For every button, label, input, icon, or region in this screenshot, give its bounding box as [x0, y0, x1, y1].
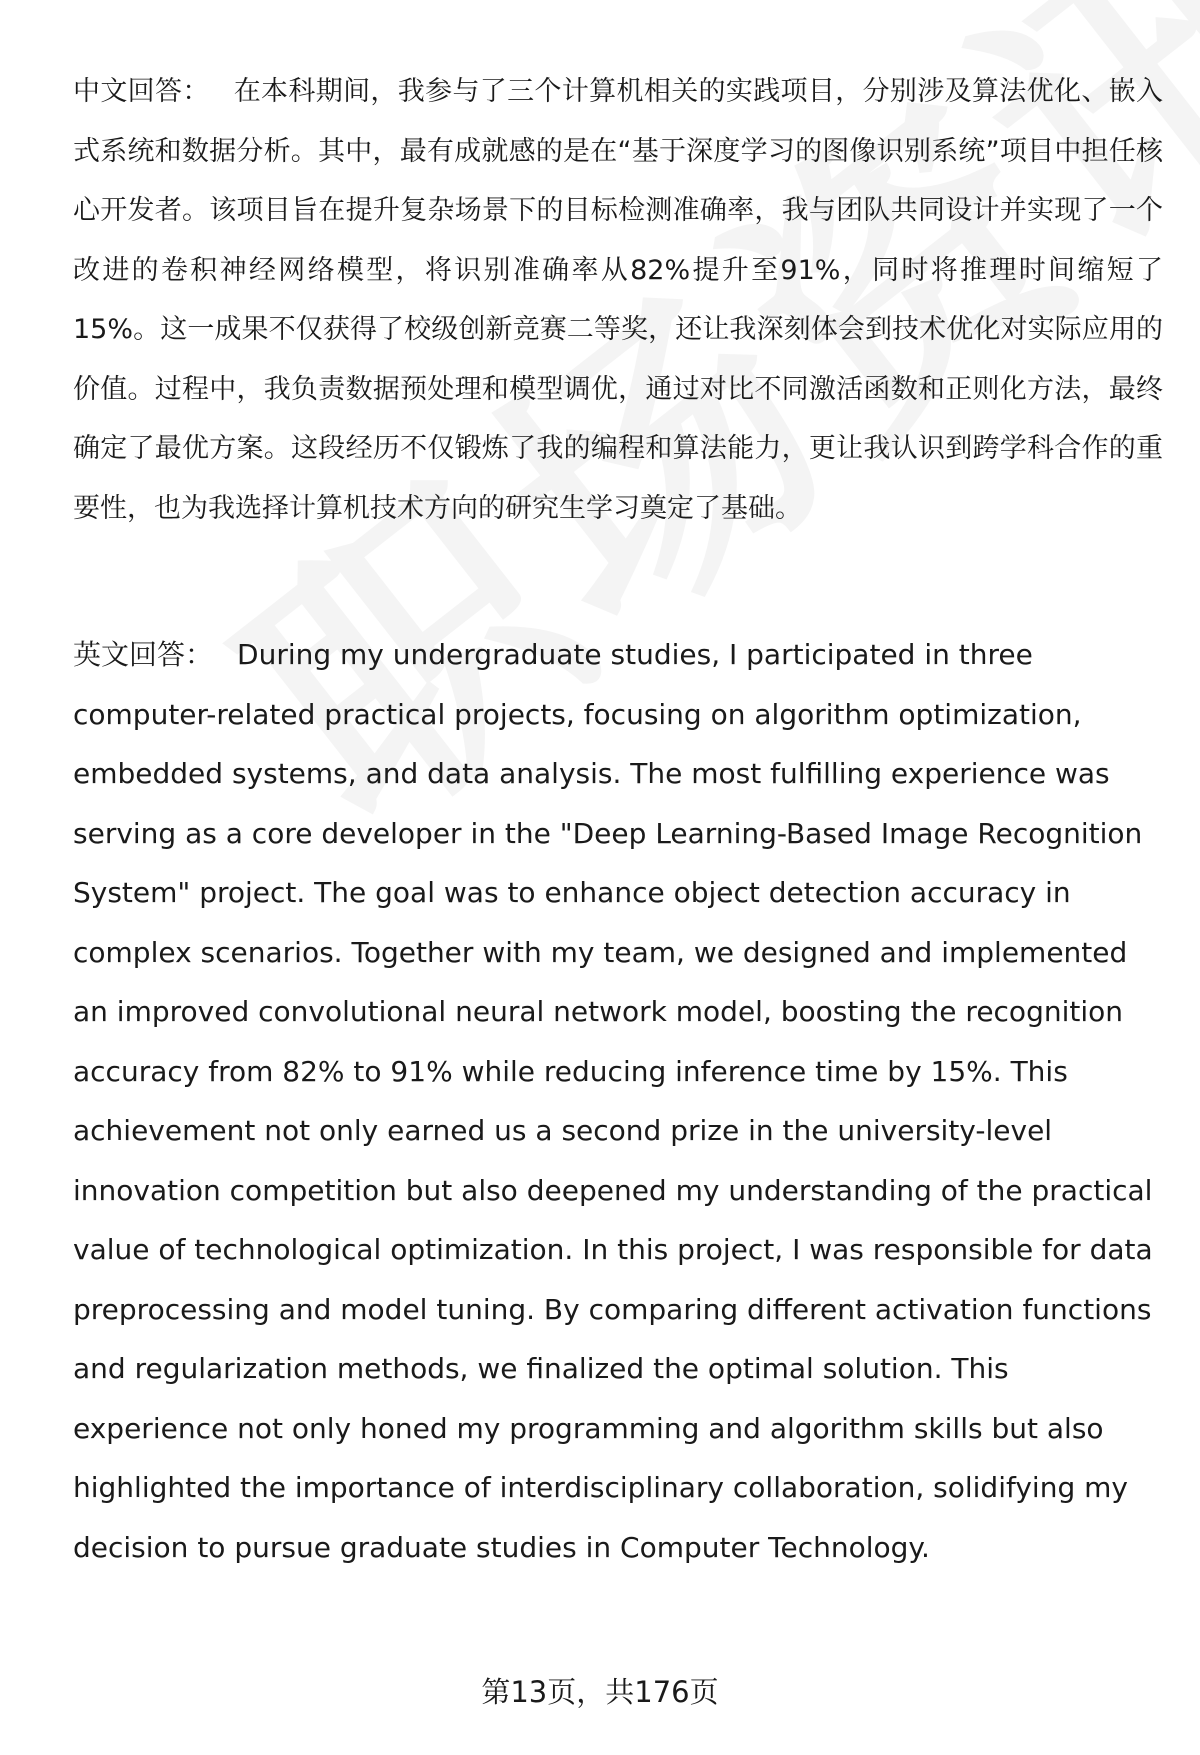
chinese-answer-label: 中文回答： [73, 76, 210, 107]
chinese-answer-paragraph [73, 62, 1163, 538]
english-answer-paragraph [73, 625, 1163, 1577]
english-answer-label: 英文回答： [73, 638, 214, 671]
page-number-footer: 第13页，共176页 [481, 1675, 719, 1709]
chinese-answer-text: 在本科期间，我参与了三个计算机相关的实践项目，分别涉及算法优化、嵌入式系统和数据分析。其中，最有成就感的是在“基于深度学习的图像识别系统”项目中担任核心开发者。该项目旨在提升复杂场景下的目标检测准确率，我与团队共同设计并实现了一个改进的卷积神经网络模型，将识别准确率从82%提升至91%，同时将推理时间缩短了15%。这一成果不仅获得了校级创新竞赛二等奖，还让我深刻体会到技术优化对实际应用的价值。过程中，我负责数据预处理和模型调优，通过对比不同激活函数和正则化方法，最终确定了最优方案。这段经历不仅锻炼了我的编程和算法能力，更让我认识到跨学科合作的重要性，也为我选择计算机技术方向的研究生学习奠定了基础。 [73, 76, 1164, 524]
english-answer-text: During my undergraduate studies, I participated in three computer-related practical projects, focusing on algorithm optimization, embedded systems, and data analysis. The most fulfilling experience was serving as a core developer in the "Deep Learning-Based Image Recognition System" project. The goal was to enhance object detection accuracy in complex scenarios. Together with my team, we designed and implemented an improved convolutional neural network model, boosting the recognition accuracy from 82% to 91% while reducing inference time by 15%. This achievement not only earned us a second prize in the university-level innovation competition but also deepened my understanding of the practical value of technological optimization. In this project, I was responsible for data preprocessing and model tuning. By comparing different activation functions and regularization methods, we finalized the optimal solution. This experience not only honed my programming and algorithm skills but also highlighted the importance of interdisciplinary collaboration, solidifying my decision to pursue graduate studies in Computer Technology. [73, 638, 1153, 1564]
